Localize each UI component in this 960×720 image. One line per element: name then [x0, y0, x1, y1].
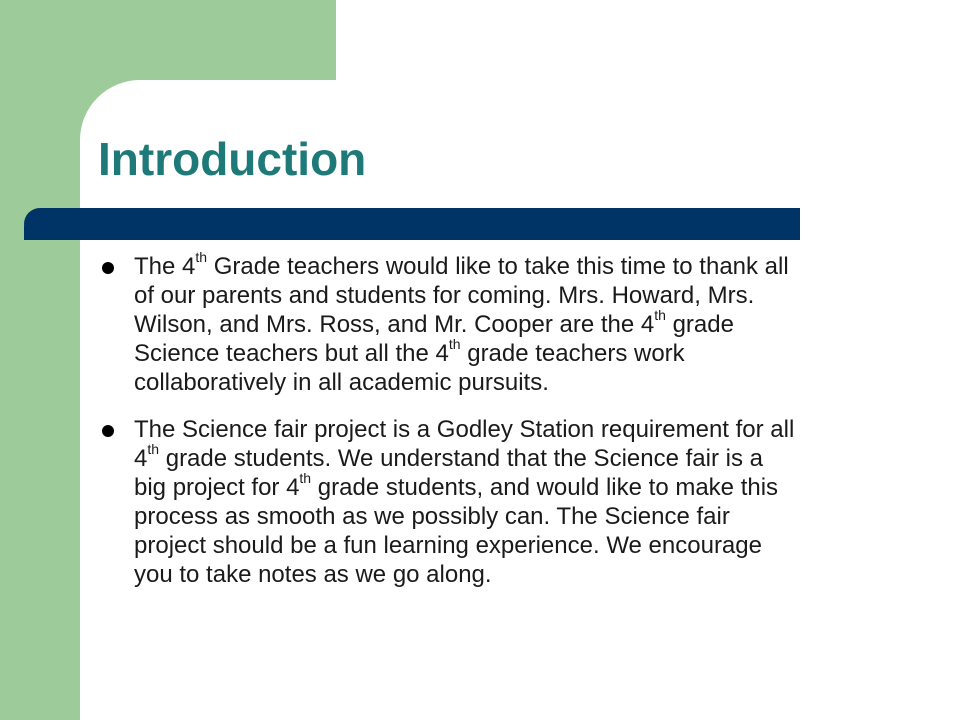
bullet-line: The Science fair project is a Godley Station requirement for all [134, 416, 795, 443]
bullet-line: of our parents and students for coming. Mrs. Howard, Mrs. [134, 282, 755, 309]
bullet-line: The 4th Grade teachers would like to take this time to thank all [134, 249, 789, 280]
bullet-line: Science teachers but all the 4th grade teachers work [134, 336, 685, 367]
bullet-line: Wilson, and Mrs. Ross, and Mr. Cooper are the 4th grade [134, 307, 734, 338]
bullet-dot-icon [102, 425, 114, 437]
bullet-item-1 [100, 249, 946, 397]
bullet-line: big project for 4th grade students, and would like to make this [134, 470, 779, 501]
bullet-line: you to take notes as we go along. [134, 561, 492, 588]
bullet-line: process as smooth as we possibly can. The Science fair [134, 503, 730, 530]
title-underline-bar [24, 208, 800, 240]
bullet-item-2 [100, 415, 946, 589]
bullet-line: 4th grade students. We understand that the Science fair is a [134, 441, 763, 472]
bullet-line: collaboratively in all academic pursuits. [134, 369, 549, 396]
bullet-list [100, 249, 946, 607]
bullet-line: project should be a fun learning experience. We encourage [134, 532, 762, 559]
slide-title: Introduction [98, 133, 367, 185]
bullet-dot-icon [102, 262, 114, 274]
